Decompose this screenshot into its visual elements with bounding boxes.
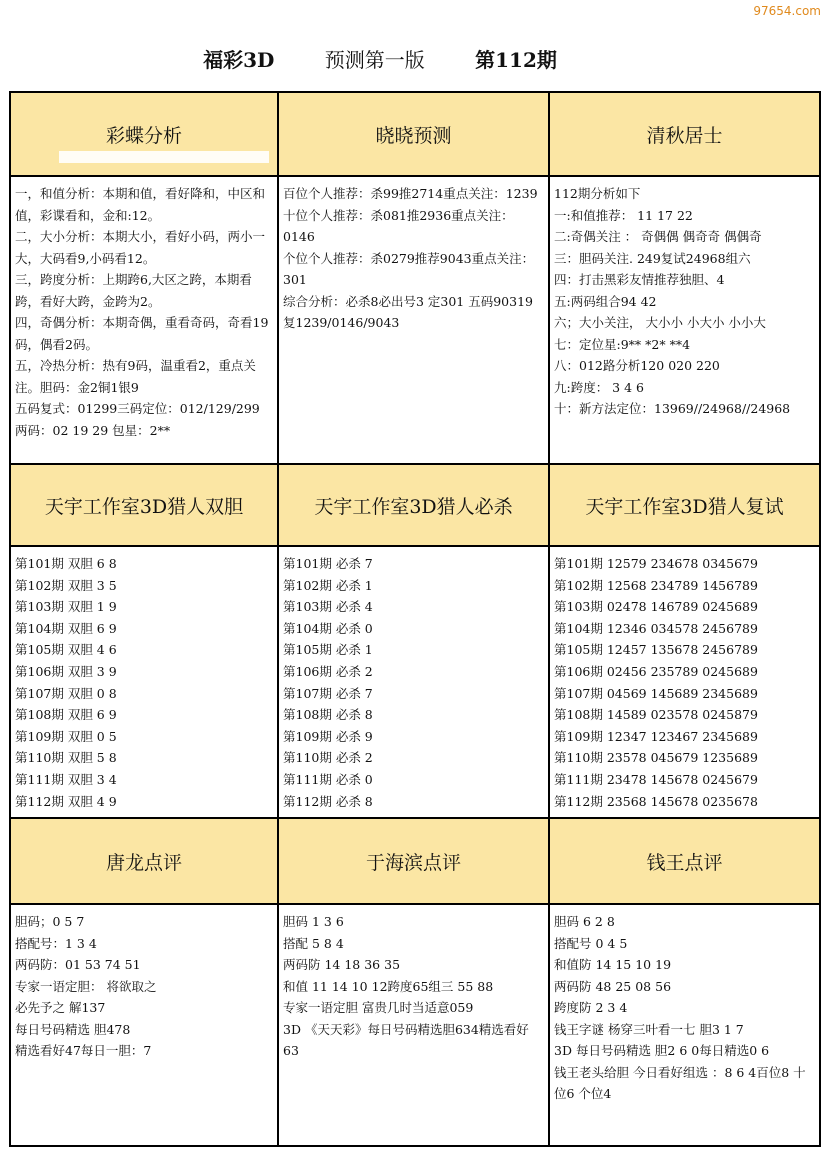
yuhaibin-heading-cell [278,818,549,904]
bisha-line: 第107期 必杀 7 [283,685,373,701]
qianwang-line: 两码防 48 25 08 56 [554,978,672,994]
qingqiu-line: 三：胆码关注. 249复试24968组六 [554,250,751,266]
shuangdan-heading: 天宇工作室3D猎人双胆 [44,495,244,518]
bisha-content [278,546,549,818]
shuangdan-line: 第104期 双胆 6 9 [15,620,117,636]
fushi-line: 第104期 12346 034578 2456789 [554,620,758,636]
shuangdan-line: 第112期 双胆 4 9 [15,793,117,809]
yuhaibin-heading: 于海滨点评 [365,851,461,874]
fushi-line: 第103期 02478 146789 0245689 [554,599,758,615]
qingqiu-line: 112期分析如下 [554,186,641,201]
bisha-heading: 天宇工作室3D猎人必杀 [314,495,513,518]
qingqiu-line: 六；大小关注， 大小小 小大小 小小大 [554,315,766,330]
bisha-line: 第105期 必杀 1 [283,642,373,658]
fushi-line: 第105期 12457 135678 2456789 [554,642,758,658]
qianwang-line: 钱王老头给胆 今日看好组选 ：8 6 4百位8 十位6 个位4 [554,1064,806,1101]
yuhaibin-line: 专家一语定胆 富贵几时当适意059 [283,1000,474,1015]
fushi-line: 第112期 23568 145678 0235678 [554,793,758,809]
qingqiu-line: 五:两码组合94 42 [554,293,657,309]
fushi-line: 第111期 23478 145678 0245679 [554,771,758,787]
tanglong-line: 搭配号：1 3 4 [15,935,97,951]
caidie-lines [11,177,277,441]
redaction-smear [59,151,269,163]
xiaoxiao-line: 个位个人推荐：杀0279推荐9043重点关注：301 [283,250,535,287]
shuangdan-line: 第110期 双胆 5 8 [15,750,117,766]
tanglong-heading: 唐龙点评 [105,851,182,874]
qingqiu-content [549,176,820,464]
xiaoxiao-line: 复1239/0146/9043 [283,315,400,330]
qingqiu-line: 八：012路分析120 020 220 [554,358,720,373]
qianwang-line: 钱王字谜 杨穿三叶看一七 胆3 1 7 [554,1021,744,1037]
xiaoxiao-line: 百位个人推荐：杀99推2714重点关注：1239 [283,186,538,201]
qianwang-line: 和值防 14 15 10 19 [554,957,672,972]
caidie-line: 两码：02 19 29 包星：2** [15,422,171,438]
qianwang-content [549,904,820,1146]
title-lottery-name: 福彩3D [203,48,275,72]
bisha-line: 第103期 必杀 4 [283,599,373,615]
xiaoxiao-lines [279,177,548,334]
qingqiu-line: 七：定位星:9** *2* **4 [554,336,691,352]
fushi-lines [550,547,819,812]
title-issue: 第112期 [475,48,557,72]
caidie-content [10,176,278,464]
yuhaibin-content [278,904,549,1146]
shuangdan-line: 第108期 双胆 6 9 [15,707,117,723]
shuangdan-lines [11,547,277,812]
qianwang-line: 跨度防 2 3 4 [554,1000,628,1015]
bisha-line: 第109期 必杀 9 [283,728,373,744]
qingqiu-line: 九:跨度： 3 4 6 [554,379,644,395]
qianwang-heading-cell [549,818,820,904]
qianwang-line: 胆码 6 2 8 [554,914,615,929]
caidie-line: 四，奇偶分析：本期奇偶，重看奇码，奇看19码，偶看2码。 [15,315,269,352]
caidie-line: 三，跨度分析：上期跨6,大区之跨，本期看跨，看好大跨，金跨为2。 [15,272,252,309]
fushi-line: 第109期 12347 123467 2345689 [554,728,758,744]
yuhaibin-line: 和值 11 14 10 12跨度65组三 55 88 [283,978,494,994]
shuangdan-line: 第109期 双胆 0 5 [15,728,117,744]
fushi-line: 第110期 23578 045679 1235689 [554,750,758,766]
caidie-line: 二，大小分析：本期大小，看好小码，两小一大，大码看9,小码看12。 [15,229,266,266]
qianwang-heading: 钱王点评 [646,851,723,874]
yuhaibin-line: 搭配 5 8 4 [283,935,344,951]
shuangdan-line: 第105期 双胆 4 6 [15,642,117,658]
bisha-line: 第108期 必杀 8 [283,707,373,723]
qingqiu-lines [550,177,819,420]
xiaoxiao-line: 十位个人推荐：杀081推2936重点关注：0146 [283,207,514,244]
tanglong-content [10,904,278,1146]
caidie-heading-cell [10,92,278,176]
yuhaibin-line: 两码防 14 18 36 35 [283,957,401,972]
xiaoxiao-heading-cell [278,92,549,176]
qianwang-line: 3D 每日号码精选 胆2 6 0每日精选0 6 [554,1043,770,1058]
yuhaibin-line: 3D 《天天彩》每日号码精选胆634精选看好63 [283,1021,529,1058]
tanglong-line: 胆码；0 5 7 [15,914,85,929]
fushi-heading-cell [549,464,820,546]
fushi-line: 第107期 04569 145689 2345689 [554,685,758,701]
shuangdan-line: 第106期 双胆 3 9 [15,663,117,679]
qianwang-line: 搭配号 0 4 5 [554,935,628,951]
shuangdan-heading-cell [10,464,278,546]
qingqiu-line: 十：新方法定位：13969//24968//24968 [554,401,791,416]
shuangdan-line: 第101期 双胆 6 8 [15,556,117,571]
bisha-heading-cell [278,464,549,546]
caidie-heading: 彩蝶分析 [105,124,182,147]
title-edition: 预测第一版 [324,48,425,72]
bisha-line: 第101期 必杀 7 [283,556,373,571]
xiaoxiao-line: 综合分析：必杀8必出号3 定301 五码90319 [283,293,533,309]
yuhaibin-line: 胆码 1 3 6 [283,914,344,929]
fushi-line: 第106期 02456 235789 0245689 [554,663,758,679]
tanglong-line: 每日号码精选 胆478 [15,1021,131,1037]
page-title [0,44,760,73]
qingqiu-heading-cell [549,92,820,176]
qingqiu-heading: 清秋居士 [646,124,723,147]
qingqiu-line: 二:奇偶关注 ： 奇偶偶 偶奇奇 偶偶奇 [554,229,762,244]
site-watermark: 97654.com [753,4,821,18]
shuangdan-content [10,546,278,818]
bisha-line: 第112期 必杀 8 [283,793,373,809]
bisha-line: 第104期 必杀 0 [283,620,373,636]
tanglong-line: 专家一语定胆： 将欲取之 [15,978,157,994]
bisha-line: 第111期 必杀 0 [283,771,373,787]
tanglong-lines [11,905,277,1062]
caidie-line: 五，冷热分析：热有9码，温重看2，重点关注。胆码：金2铜1银9 [15,358,256,395]
bisha-line: 第106期 必杀 2 [283,663,373,679]
tanglong-line: 必先予之 解137 [15,1000,106,1015]
tanglong-line: 精选看好47每日一胆：7 [15,1043,152,1058]
bisha-line: 第102期 必杀 1 [283,577,373,593]
qingqiu-line: 四：打击黑彩友情推荐独胆、4 [554,272,725,287]
fushi-line: 第102期 12568 234789 1456789 [554,577,758,593]
qianwang-lines [550,905,819,1105]
caidie-line: 五码复式：01299三码定位：012/129/299 [15,401,260,416]
yuhaibin-lines [279,905,548,1062]
qingqiu-line: 一:和值推荐： 11 17 22 [554,207,693,223]
fushi-content [549,546,820,818]
shuangdan-line: 第102期 双胆 3 5 [15,577,117,593]
tanglong-line: 两码防：01 53 74 51 [15,957,141,972]
shuangdan-line: 第111期 双胆 3 4 [15,771,117,787]
bisha-lines [279,547,548,812]
tanglong-heading-cell [10,818,278,904]
bisha-line: 第110期 必杀 2 [283,750,373,766]
fushi-line: 第101期 12579 234678 0345679 [554,556,758,571]
shuangdan-line: 第107期 双胆 0 8 [15,685,117,701]
fushi-line: 第108期 14589 023578 0245879 [554,707,758,723]
fushi-heading: 天宇工作室3D猎人复试 [585,495,784,518]
shuangdan-line: 第103期 双胆 1 9 [15,599,117,615]
prediction-grid [9,91,821,1147]
xiaoxiao-heading: 晓晓预测 [375,124,452,147]
caidie-line: 一，和值分析：本期和值，看好降和，中区和值，彩谍看和，金和:12。 [15,186,266,223]
xiaoxiao-content [278,176,549,464]
